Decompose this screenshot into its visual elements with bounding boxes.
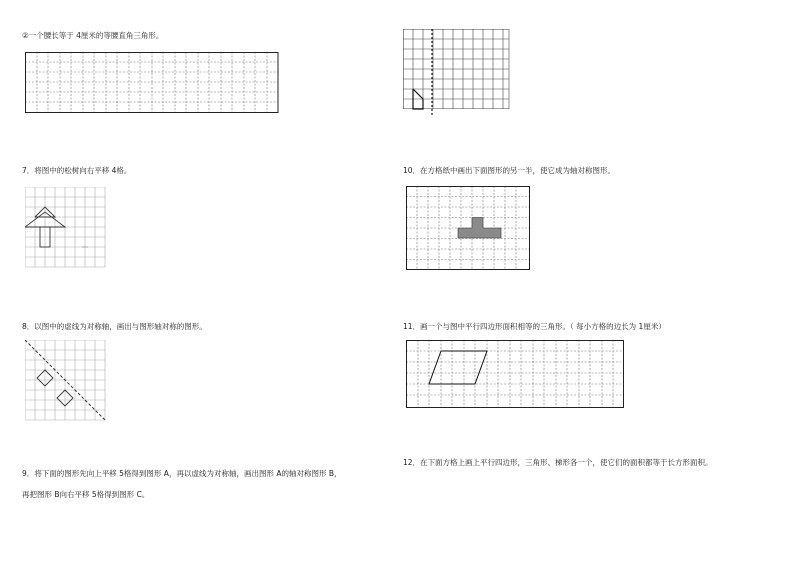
- grid-symmetry-axis: [403, 29, 513, 119]
- grid-question-7: [25, 187, 107, 269]
- parallelogram-shape: [429, 351, 487, 384]
- question-12-text: 12．在下面方格上画上平行四边形，三角形、梯形各一个，使它们的面积都等于长方形面积。: [403, 458, 713, 467]
- grid-question-11: [406, 340, 626, 410]
- grid-question-2b: [25, 52, 279, 114]
- grid-question-10: [406, 186, 532, 272]
- grid-question-8: [25, 340, 107, 422]
- question-10-text: 10．在方格纸中画出下面图形的另一半，使它成为轴对称图形。: [403, 166, 616, 175]
- question-2b-text: ②一个腰长等于 4厘米的等腰直角三角形。: [22, 31, 164, 40]
- question-9-text-line-1: 9．将下面的图形先向上平移 5格得到图形 A，再以虚线为对称轴，画出图形 A的轴对称图形 B，: [22, 469, 342, 478]
- gray-figure-shape: [458, 218, 501, 239]
- question-7-text: 7．将图中的松树向右平移 4格。: [22, 166, 132, 175]
- question-11-text: 11．画一个与图中平行四边形面积相等的三角形。（ 每小方格的边长为 1厘米）: [403, 322, 666, 331]
- question-8-text: 8．以图中的虚线为对称轴，画出与图形轴对称的图形。: [22, 322, 207, 331]
- question-9-text-line-2: 再把图形 B向右平移 5格得到图形 C。: [22, 490, 150, 499]
